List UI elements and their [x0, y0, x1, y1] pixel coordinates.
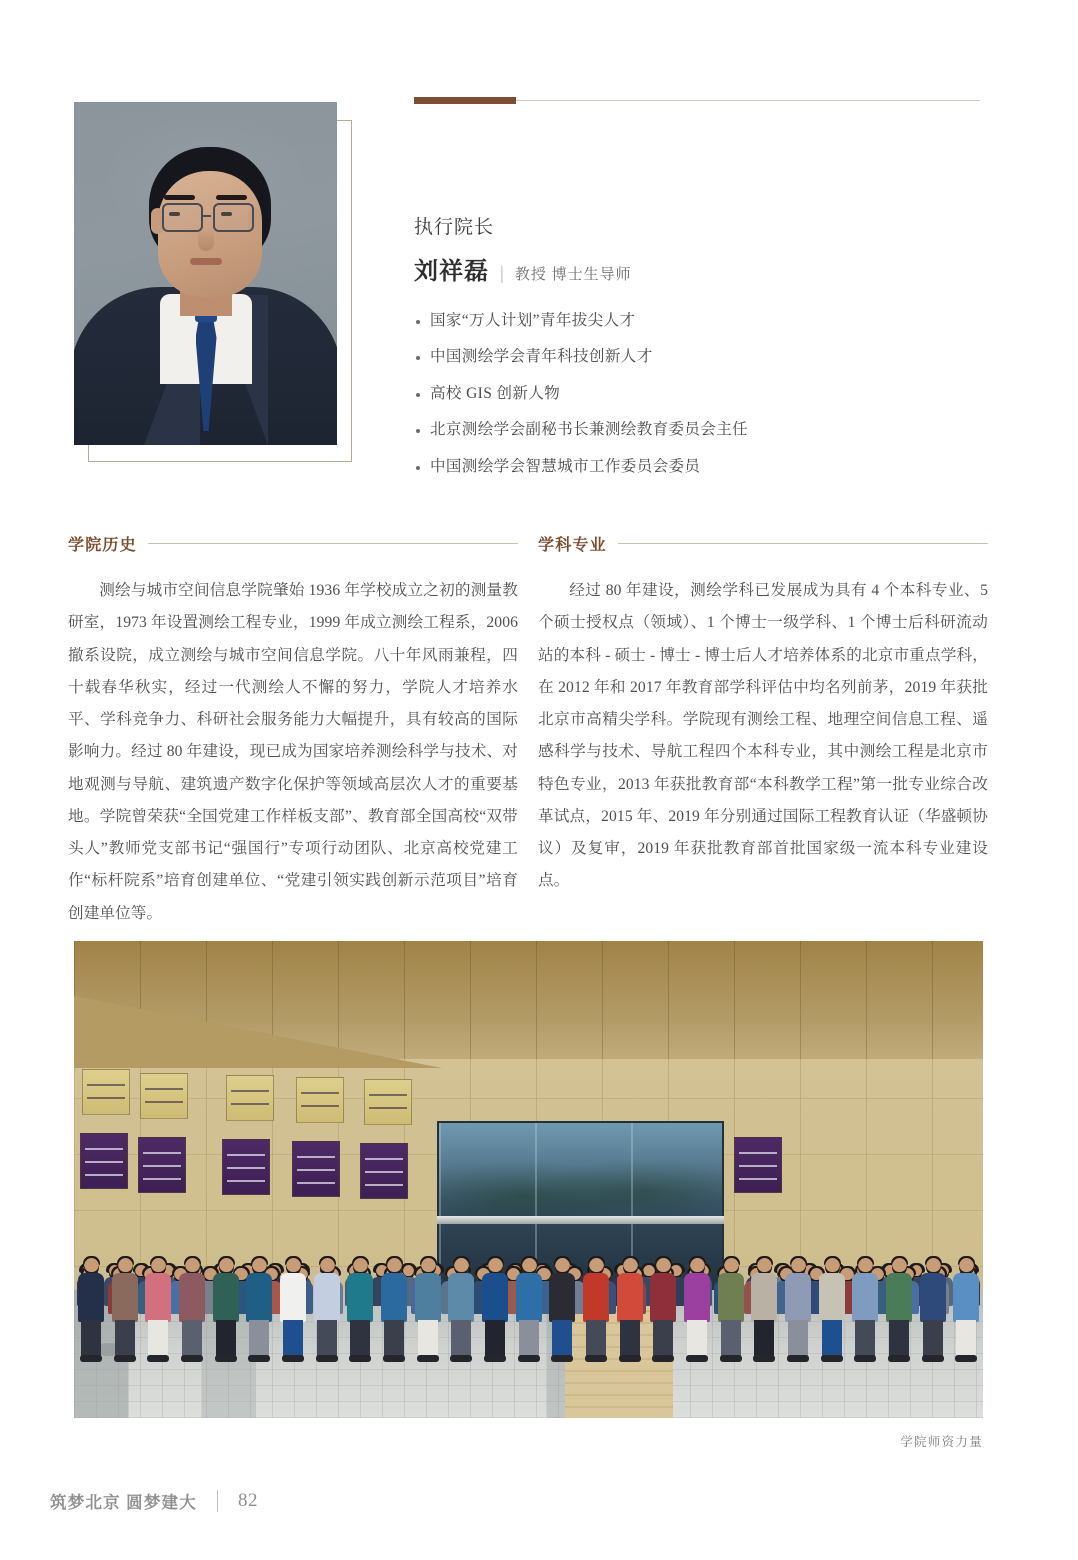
person-shoes [753, 1355, 775, 1362]
portrait-eyebrow-left [164, 195, 195, 200]
wall-plaque [138, 1137, 186, 1193]
person-in-group-photo [482, 1258, 508, 1322]
honor-item: 中国测绘学会智慧城市工作委员会委员 [414, 459, 994, 475]
person-shoes [349, 1355, 371, 1362]
person-shoes [652, 1355, 674, 1362]
person-torso [785, 1273, 811, 1322]
person-legs [552, 1320, 572, 1356]
wall-plaque [292, 1141, 340, 1197]
person-in-group-photo [213, 1258, 239, 1322]
person-shoes [854, 1355, 876, 1362]
profile-block [414, 214, 994, 495]
person-legs [687, 1320, 707, 1356]
plaque-text-line [85, 1174, 123, 1176]
profile-name-separator: | [500, 262, 504, 284]
person-shoes [787, 1355, 809, 1362]
person-legs [148, 1320, 168, 1356]
person-torso [751, 1273, 777, 1322]
person-legs [384, 1320, 404, 1356]
portrait-photo [74, 102, 337, 445]
crowd-front-row [74, 1204, 983, 1322]
person-legs [249, 1320, 269, 1356]
section-title: 学科专业 [538, 537, 607, 554]
person-shoes [888, 1355, 910, 1362]
wall-plaque [364, 1079, 412, 1125]
profile-role: 执行院长 [414, 217, 495, 238]
honor-item: 北京测绘学会副秘书长兼测绘教育委员会主任 [414, 422, 994, 438]
person-shoes [282, 1355, 304, 1362]
person-torso [650, 1273, 676, 1322]
footer-brand: 筑梦北京 圆梦建大 [50, 1493, 197, 1512]
person-torso [246, 1273, 272, 1322]
section-header [68, 532, 518, 555]
wall-plaque [82, 1069, 130, 1115]
wall-plaque [80, 1133, 128, 1189]
plaque-text-line [85, 1148, 123, 1150]
honor-item: 中国测绘学会青年科技创新人才 [414, 349, 994, 365]
person-torso [886, 1273, 912, 1322]
person-legs [923, 1320, 943, 1356]
person-torso [112, 1273, 138, 1322]
person-in-group-photo [819, 1258, 845, 1322]
wall-plaque [360, 1143, 408, 1199]
person-torso [583, 1273, 609, 1322]
person-in-group-photo [112, 1258, 138, 1322]
section-rule [618, 543, 988, 544]
person-in-group-photo [280, 1258, 306, 1322]
person-legs [216, 1320, 236, 1356]
person-torso [516, 1273, 542, 1322]
section-discipline-majors [538, 532, 988, 913]
person-in-group-photo [549, 1258, 575, 1322]
person-torso [819, 1273, 845, 1322]
person-torso [684, 1273, 710, 1322]
person-in-group-photo [751, 1258, 777, 1322]
plaque-text-line [297, 1156, 335, 1158]
person-torso [617, 1273, 643, 1322]
person-in-group-photo [785, 1258, 811, 1322]
plaque-text-line [145, 1101, 183, 1103]
person-torso [381, 1273, 407, 1322]
group-photo [74, 941, 983, 1418]
plaque-text-line [227, 1167, 265, 1169]
person-legs [485, 1320, 505, 1356]
person-torso [718, 1273, 744, 1322]
wall-plaque [734, 1137, 782, 1193]
person-legs [822, 1320, 842, 1356]
plaque-text-line [301, 1092, 339, 1094]
person-legs [586, 1320, 606, 1356]
person-in-group-photo [314, 1258, 340, 1322]
person-legs [788, 1320, 808, 1356]
profile-honors-list [414, 313, 994, 475]
portrait-eyeglass-left [162, 203, 203, 232]
plaque-text-line [365, 1184, 403, 1186]
portrait-nose [198, 229, 214, 251]
person-in-group-photo [145, 1258, 171, 1322]
plaque-text-line [365, 1158, 403, 1160]
person-shoes [619, 1355, 641, 1362]
person-shoes [551, 1355, 573, 1362]
plaque-text-line [297, 1169, 335, 1171]
person-torso [482, 1273, 508, 1322]
person-torso [448, 1273, 474, 1322]
section-rule [148, 543, 518, 544]
person-in-group-photo [684, 1258, 710, 1322]
plaque-text-line [143, 1165, 181, 1167]
person-legs [115, 1320, 135, 1356]
person-torso [145, 1273, 171, 1322]
section-body: 测绘与城市空间信息学院肇始 1936 年学校成立之初的测量教研室，1973 年设置测绘工程专业，1999 年成立测绘工程系，2006 撤系设院，成立测绘与城市空间信息学院。八十年风雨兼程，四十载春华秋实，经过一代测绘人不懈的努力，学院人才培养水平、学科竞争力、科研社会服务能力大幅提升，具有较高的国际影响力。经过 80 年建设，现已成为国家培养测绘科学与技术、对地观测与导航、建筑遗产数字化保护等领域高层次人才的重要基地。学院曾荣获“全国党建工作样板支部”、教育部全国高校“双带头人”教师党支部书记“强国行”专项行动团队、北京高校党建工作“标杆院系”培育创建单位、“党建引领实践创新示范项目”培育创建单位等。 [68, 582, 518, 922]
person-in-group-photo [583, 1258, 609, 1322]
person-in-group-photo [448, 1258, 474, 1322]
profile-academic-titles: 教授 博士生导师 [514, 266, 632, 283]
person-torso [314, 1273, 340, 1322]
person-in-group-photo [246, 1258, 272, 1322]
person-torso [549, 1273, 575, 1322]
person-legs [754, 1320, 774, 1356]
person-in-group-photo [617, 1258, 643, 1322]
person-legs [182, 1320, 202, 1356]
plaque-text-line [369, 1094, 407, 1096]
section-title: 学院历史 [68, 537, 137, 554]
person-shoes [955, 1355, 977, 1362]
person-shoes [922, 1355, 944, 1362]
portrait-mouth [190, 258, 222, 265]
person-shoes [821, 1355, 843, 1362]
plaque-text-line [87, 1097, 125, 1099]
person-in-group-photo [347, 1258, 373, 1322]
plaque-text-line [297, 1182, 335, 1184]
person-in-group-photo [886, 1258, 912, 1322]
person-shoes [417, 1355, 439, 1362]
person-shoes [114, 1355, 136, 1362]
person-torso [920, 1273, 946, 1322]
building-wall-slope [74, 996, 442, 1068]
person-in-group-photo [381, 1258, 407, 1322]
wall-plaque [222, 1139, 270, 1195]
person-legs [956, 1320, 976, 1356]
wall-plaque [226, 1075, 274, 1121]
plaque-text-line [739, 1165, 777, 1167]
person-legs [721, 1320, 741, 1356]
page-footer [50, 1489, 258, 1513]
person-shoes [80, 1355, 102, 1362]
portrait-eyeglass-bridge [201, 215, 211, 217]
person-torso [78, 1273, 104, 1322]
person-in-group-photo [852, 1258, 878, 1322]
person-shoes [585, 1355, 607, 1362]
plaque-text-line [87, 1084, 125, 1086]
person-legs [519, 1320, 539, 1356]
person-torso [347, 1273, 373, 1322]
person-torso [852, 1273, 878, 1322]
person-legs [451, 1320, 471, 1356]
person-shoes [215, 1355, 237, 1362]
plaque-text-line [143, 1178, 181, 1180]
honor-item: 高校 GIS 创新人物 [414, 386, 994, 402]
page-number: 82 [237, 1490, 258, 1511]
person-in-group-photo [415, 1258, 441, 1322]
person-shoes [181, 1355, 203, 1362]
person-shoes [518, 1355, 540, 1362]
person-shoes [450, 1355, 472, 1362]
header-accent-bar [414, 97, 516, 104]
person-in-group-photo [718, 1258, 744, 1322]
plaque-text-line [145, 1088, 183, 1090]
plaque-text-line [231, 1103, 269, 1105]
plaque-text-line [227, 1180, 265, 1182]
person-torso [213, 1273, 239, 1322]
footer-divider [217, 1490, 218, 1512]
portrait-eyeglass-right [213, 203, 254, 232]
person-shoes [383, 1355, 405, 1362]
portrait-eyebrow-right [216, 195, 247, 200]
plaque-text-line [227, 1154, 265, 1156]
plaque-text-line [85, 1161, 123, 1163]
person-in-group-photo [920, 1258, 946, 1322]
person-shoes [484, 1355, 506, 1362]
person-legs [350, 1320, 370, 1356]
plaque-text-line [231, 1090, 269, 1092]
plaque-text-line [301, 1105, 339, 1107]
person-legs [283, 1320, 303, 1356]
section-college-history [68, 532, 518, 946]
person-legs [620, 1320, 640, 1356]
person-shoes [147, 1355, 169, 1362]
person-legs [418, 1320, 438, 1356]
person-in-group-photo [650, 1258, 676, 1322]
person-in-group-photo [516, 1258, 542, 1322]
person-shoes [686, 1355, 708, 1362]
person-legs [855, 1320, 875, 1356]
plaque-text-line [739, 1178, 777, 1180]
person-legs [653, 1320, 673, 1356]
person-legs [81, 1320, 101, 1356]
person-shoes [248, 1355, 270, 1362]
person-torso [415, 1273, 441, 1322]
plaque-text-line [365, 1171, 403, 1173]
person-in-group-photo [953, 1258, 979, 1322]
wall-plaque [140, 1073, 188, 1119]
profile-name: 刘祥磊 [414, 258, 489, 285]
person-torso [179, 1273, 205, 1322]
photo-caption: 学院师资力量 [900, 1435, 983, 1449]
plaque-text-line [739, 1152, 777, 1154]
person-shoes [316, 1355, 338, 1362]
person-in-group-photo [179, 1258, 205, 1322]
person-legs [889, 1320, 909, 1356]
section-header [538, 532, 988, 555]
person-shoes [720, 1355, 742, 1362]
wall-plaque [296, 1077, 344, 1123]
person-torso [953, 1273, 979, 1322]
plaque-text-line [143, 1152, 181, 1154]
profile-name-line [414, 251, 994, 286]
plaque-text-line [369, 1107, 407, 1109]
person-torso [280, 1273, 306, 1322]
person-in-group-photo [78, 1258, 104, 1322]
honor-item: 国家“万人计划”青年拔尖人才 [414, 313, 994, 329]
person-legs [317, 1320, 337, 1356]
section-body: 经过 80 年建设，测绘学科已发展成为具有 4 个本科专业、5 个硕士授权点（领域）、1 个博士一级学科、1 个博士后科研流动站的本科 - 硕士 - 博士 - 博士后人才培养体系的北京市重点学科，在 2012 年和 2017 年教育部学科评估中均名列前茅，2019 年获批北京市高精尖学科。学院现有测绘工程、地理空间信息工程、遥感科学与技术、导航工程四个本科专业，其中测绘工程是北京市特色专业，2013 年获批教育部“本科教学工程”第一批专业综合改革试点，2015 年、2019 年分别通过国际工程教育认证（华盛顿协议）及复审，2019 年获批教育部首批国家级一流本科专业建设点。 [538, 582, 988, 890]
